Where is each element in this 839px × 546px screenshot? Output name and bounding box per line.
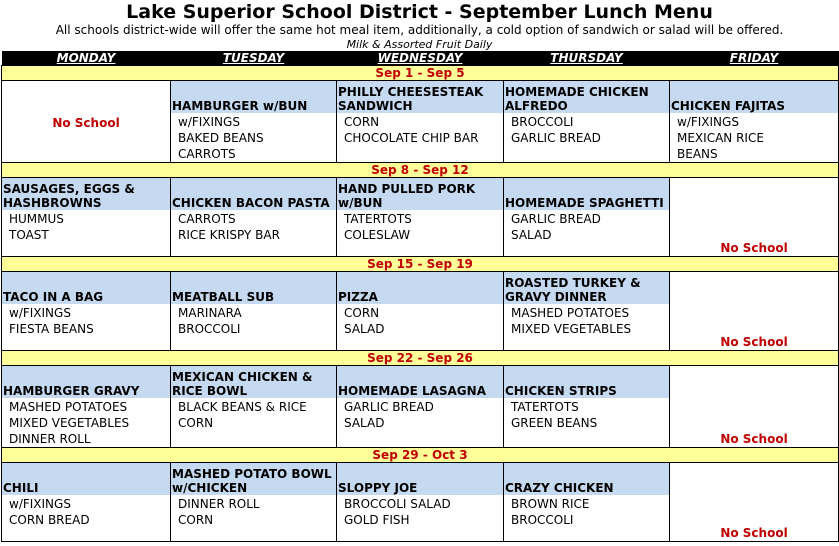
- side-item: CORN BREAD: [9, 513, 90, 527]
- side-items: [337, 495, 503, 528]
- side-item: BROCCOLI: [511, 513, 574, 527]
- side-item: MARINARA: [178, 306, 242, 320]
- entree-name: [2, 178, 170, 210]
- menu-cell-wednesday: [337, 366, 504, 448]
- day-header-monday: MONDAY: [2, 51, 171, 66]
- side-items: [337, 113, 503, 146]
- entree-line: HASHBROWNS: [3, 196, 102, 210]
- side-item: CARROTS: [178, 147, 236, 161]
- entree-name: [2, 272, 170, 304]
- side-item: BEANS: [677, 147, 718, 161]
- entree-line: HAMBURGER w/BUN: [172, 99, 308, 113]
- entree-line: CHICKEN FAJITAS: [671, 99, 786, 113]
- entree-name: [171, 366, 336, 398]
- day-header-row: [2, 51, 839, 66]
- side-item: CARROTS: [178, 212, 236, 226]
- entree-name: [670, 81, 838, 113]
- entree-line: CHICKEN BACON PASTA: [172, 196, 330, 210]
- menu-day-row: [2, 178, 839, 257]
- side-items: [504, 398, 669, 431]
- document-header: [0, 0, 839, 51]
- menu-cell-tuesday: [171, 463, 337, 542]
- side-items: [171, 210, 336, 243]
- entree-line: SAUSAGES, EGGS &: [3, 182, 135, 196]
- entree-line: CHILI: [3, 481, 39, 495]
- side-item: MEXICAN RICE: [677, 131, 764, 145]
- side-items: [337, 210, 503, 243]
- menu-cell-monday: [2, 366, 171, 448]
- entree-line: SLOPPY JOE: [338, 481, 418, 495]
- week-row: [2, 163, 839, 178]
- entree-name: [2, 366, 170, 398]
- side-item: w/FIXINGS: [9, 497, 71, 511]
- side-items: [504, 210, 669, 243]
- side-item: SALAD: [344, 416, 385, 430]
- entree-name: [504, 463, 669, 495]
- side-item: BROCCOLI SALAD: [344, 497, 451, 511]
- week-label: Sep 8 - Sep 12: [2, 163, 839, 178]
- menu-day-row: [2, 366, 839, 448]
- menu-cell-monday: [2, 463, 171, 542]
- side-item: COLESLAW: [344, 228, 411, 242]
- entree-name: [2, 463, 170, 495]
- entree-name: [171, 81, 336, 113]
- side-item: RICE KRISPY BAR: [178, 228, 280, 242]
- menu-cell-friday: [670, 366, 839, 448]
- entree-name: [171, 463, 336, 495]
- entree-name: [337, 272, 503, 304]
- entree-line: HAND PULLED PORK: [338, 182, 476, 196]
- side-item: BROCCOLI: [511, 115, 574, 129]
- no-school-label: No School: [720, 432, 788, 446]
- menu-cell-wednesday: [337, 81, 504, 163]
- menu-day-row: [2, 463, 839, 542]
- day-header-thursday: THURSDAY: [504, 51, 670, 66]
- side-item: BAKED BEANS: [178, 131, 264, 145]
- entree-line: HOMEMADE CHICKEN: [505, 85, 649, 99]
- side-item: MASHED POTATOES: [9, 400, 128, 414]
- menu-cell-monday: [2, 178, 171, 257]
- entree-line: CHICKEN STRIPS: [505, 384, 617, 398]
- no-school-label: No School: [720, 335, 788, 349]
- no-school-label: No School: [720, 241, 788, 255]
- lunch-menu-table: [1, 51, 839, 542]
- side-item: BROCCOLI: [178, 322, 241, 336]
- menu-day-row: [2, 272, 839, 351]
- side-item: GARLIC BREAD: [344, 400, 434, 414]
- entree-line: HAMBURGER GRAVY: [3, 384, 140, 398]
- side-item: SALAD: [344, 322, 385, 336]
- side-item: GREEN BEANS: [511, 416, 598, 430]
- side-item: DINNER ROLL: [9, 432, 91, 446]
- side-items: [171, 398, 336, 431]
- entree-line: PIZZA: [338, 290, 378, 304]
- week-label: Sep 29 - Oct 3: [2, 448, 839, 463]
- week-label: Sep 22 - Sep 26: [2, 351, 839, 366]
- entree-line: MASHED POTATO BOWL: [172, 467, 332, 481]
- side-items: [171, 304, 336, 337]
- week-row: [2, 351, 839, 366]
- menu-cell-friday: [670, 272, 839, 351]
- week-label: Sep 1 - Sep 5: [2, 66, 839, 81]
- menu-day-row: [2, 81, 839, 163]
- side-item: CORN: [178, 416, 214, 430]
- menu-cell-tuesday: [171, 272, 337, 351]
- day-header-wednesday: WEDNESDAY: [337, 51, 504, 66]
- entree-line: w/BUN: [338, 196, 383, 210]
- side-items: [504, 495, 669, 528]
- entree-name: [504, 272, 669, 304]
- menu-cell-thursday: [504, 366, 670, 448]
- entree-name: [337, 178, 503, 210]
- side-items: [171, 495, 336, 528]
- entree-line: w/CHICKEN: [172, 481, 248, 495]
- menu-cell-tuesday: [171, 366, 337, 448]
- entree-line: SANDWICH: [338, 99, 413, 113]
- document-title: Lake Superior School District - September Lunch Menu: [126, 1, 713, 23]
- side-item: MIXED VEGETABLES: [511, 322, 632, 336]
- side-items: [670, 113, 838, 162]
- menu-cell-friday: [670, 178, 839, 257]
- entree-name: [504, 178, 669, 210]
- side-item: CORN: [178, 513, 214, 527]
- no-school-label: No School: [720, 526, 788, 540]
- side-items: [337, 304, 503, 337]
- side-items: [504, 304, 669, 337]
- side-item: SALAD: [511, 228, 552, 242]
- side-item: w/FIXINGS: [9, 306, 71, 320]
- side-items: [2, 495, 170, 528]
- side-item: TOAST: [9, 228, 49, 242]
- entree-name: [337, 463, 503, 495]
- side-item: FIESTA BEANS: [9, 322, 94, 336]
- side-item: w/FIXINGS: [178, 115, 240, 129]
- week-row: [2, 448, 839, 463]
- menu-cell-thursday: [504, 272, 670, 351]
- menu-cell-thursday: [504, 81, 670, 163]
- menu-cell-thursday: [504, 178, 670, 257]
- entree-line: RICE BOWL: [172, 384, 248, 398]
- side-item: GARLIC BREAD: [511, 131, 601, 145]
- side-item: TATERTOTS: [511, 400, 579, 414]
- entree-line: CRAZY CHICKEN: [505, 481, 614, 495]
- entree-name: [337, 366, 503, 398]
- entree-name: [337, 81, 503, 113]
- menu-cell-thursday: [504, 463, 670, 542]
- side-items: [337, 398, 503, 431]
- menu-cell-friday: [670, 463, 839, 542]
- side-items: [2, 398, 170, 447]
- entree-name: [171, 272, 336, 304]
- entree-line: GRAVY DINNER: [505, 290, 607, 304]
- entree-name: [171, 178, 336, 210]
- side-item: CORN: [344, 115, 380, 129]
- day-header-friday: FRIDAY: [670, 51, 839, 66]
- menu-cell-wednesday: [337, 463, 504, 542]
- entree-line: TACO IN A BAG: [3, 290, 104, 304]
- week-row: [2, 257, 839, 272]
- day-header-tuesday: TUESDAY: [171, 51, 337, 66]
- side-item: BLACK BEANS & RICE: [178, 400, 307, 414]
- menu-body: [2, 66, 839, 542]
- entree-line: HOMEMADE LASAGNA: [338, 384, 486, 398]
- side-items: [2, 210, 170, 243]
- side-items: [171, 113, 336, 162]
- entree-line: MEXICAN CHICKEN &: [172, 370, 313, 384]
- entree-line: ALFREDO: [505, 99, 568, 113]
- side-item: MIXED VEGETABLES: [9, 416, 130, 430]
- side-item: MASHED POTATOES: [511, 306, 630, 320]
- menu-cell-monday: [2, 272, 171, 351]
- entree-line: ROASTED TURKEY &: [505, 276, 641, 290]
- entree-line: HOMEMADE SPAGHETTI: [505, 196, 664, 210]
- menu-cell-tuesday: [171, 81, 337, 163]
- side-item: CHOCOLATE CHIP BAR: [344, 131, 479, 145]
- entree-line: MEATBALL SUB: [172, 290, 275, 304]
- entree-name: [504, 366, 669, 398]
- side-item: TATERTOTS: [344, 212, 412, 226]
- document-subtitle: All schools district-wide will offer the same hot meal item, additionally, a cold option of sandwich or salad will be offered.: [55, 23, 784, 37]
- side-item: GOLD FISH: [344, 513, 410, 527]
- no-school-label: No School: [52, 116, 120, 130]
- side-item: HUMMUS: [9, 212, 64, 226]
- week-row: [2, 66, 839, 81]
- side-items: [504, 113, 669, 146]
- side-item: DINNER ROLL: [178, 497, 260, 511]
- side-item: CORN: [344, 306, 380, 320]
- menu-cell-tuesday: [171, 178, 337, 257]
- side-item: w/FIXINGS: [677, 115, 739, 129]
- daily-note: Milk & Assorted Fruit Daily: [346, 38, 493, 51]
- menu-cell-friday: [670, 81, 839, 163]
- side-items: [2, 304, 170, 337]
- side-item: BROWN RICE: [511, 497, 590, 511]
- week-label: Sep 15 - Sep 19: [2, 257, 839, 272]
- side-item: GARLIC BREAD: [511, 212, 601, 226]
- entree-line: PHILLY CHEESESTEAK: [338, 85, 484, 99]
- entree-name: [504, 81, 669, 113]
- menu-cell-wednesday: [337, 178, 504, 257]
- menu-cell-monday: [2, 81, 171, 163]
- menu-cell-wednesday: [337, 272, 504, 351]
